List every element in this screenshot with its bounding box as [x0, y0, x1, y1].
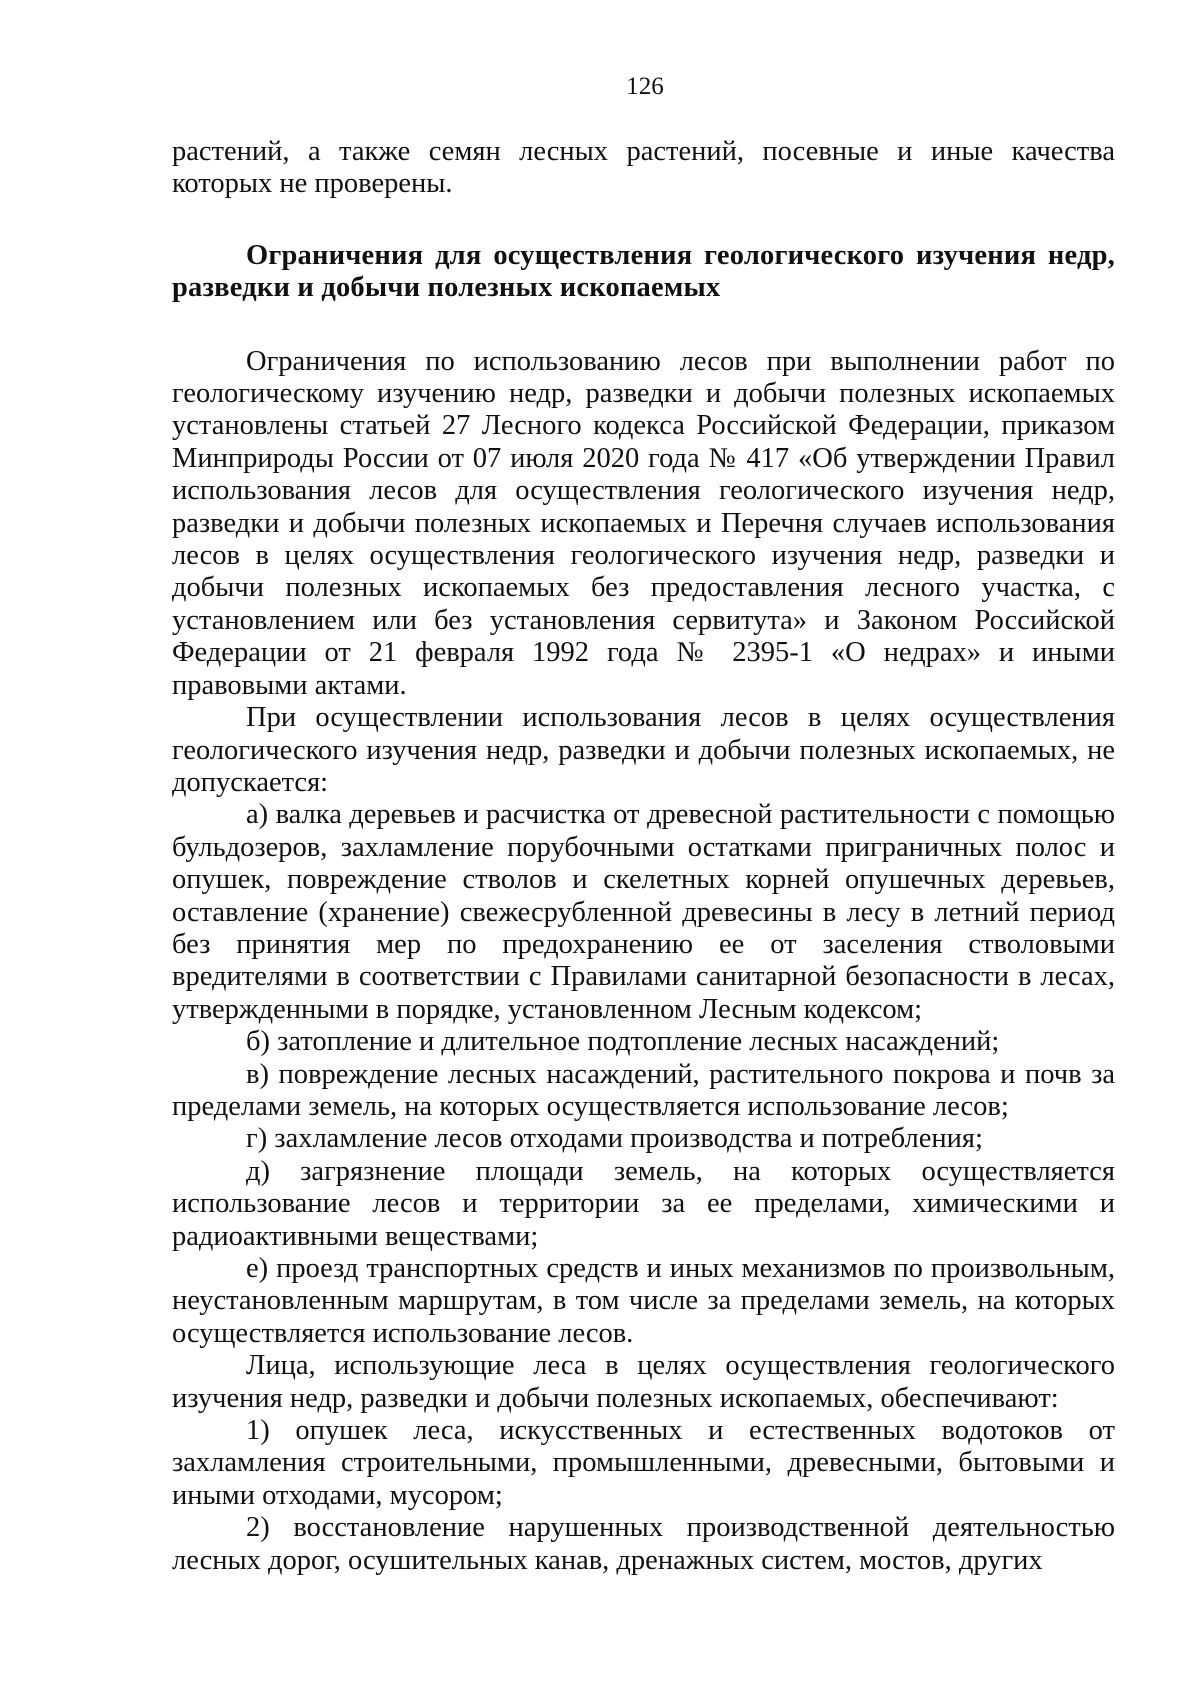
- list-item-1: 1) опушек леса, искусственных и естественных водотоков от захламления строительными, промышленными, древесными, бытовыми и иными отходами, мусором;: [172, 1415, 1115, 1511]
- paragraph-legal-basis: Ограничения по использованию лесов при выполнении работ по геологическому изучению недр, разведки и добычи полезных ископаемых установлены статьей 27 Лесного кодекса Российской Федерации, приказом Минприроды России от 07 июля 2020 года № 417 «Об утверждении Правил использования лесов для осуществления геологического изучения недр, разведки и добычи полезных ископаемых и Перечня случаев использования лесов в целях осуществления геологического изучения недр, разведки и добычи полезных ископаемых без предоставления лесного участка, с установлением или без установления сервитута» и Законом Российской Федерации от 21 февраля 1992 года № 2395-1 «О недрах» и иными правовыми актами.: [172, 345, 1115, 701]
- list-item-g: г) захламление лесов отходами производства и потребления;: [246, 1123, 983, 1155]
- section-heading: Ограничения для осуществления геологического изучения недр, разведки и добычи полезных ископаемых: [172, 239, 1115, 304]
- paragraph-not-allowed-intro: При осуществлении использования лесов в целях осуществления геологического изучения недр, разведки и добычи полезных ископаемых, не допускается:: [172, 702, 1115, 798]
- paragraph-obligations-intro: Лица, использующие леса в целях осуществления геологического изучения недр, разведки и добычи полезных ископаемых, обеспечивают:: [172, 1350, 1115, 1414]
- paragraph-continuation: растений, а также семян лесных растений, посевные и иные качества которых не проверены.: [172, 136, 1115, 200]
- list-item-v: в) повреждение лесных насаждений, растительного покрова и почв за пределами земель, на которых осуществляется использование лесов;: [172, 1058, 1115, 1122]
- list-item-b: б) затопление и длительное подтопление лесных насаждений;: [246, 1026, 1000, 1058]
- page-number: 126: [626, 73, 664, 100]
- list-item-a: а) валка деревьев и расчистка от древесной растительности с помощью бульдозеров, захламление порубочными остатками приграничных полос и опушек, повреждение стволов и скелетных корней опушечных деревьев, оставление (хранение) свежесрубленной древесины в лесу в летний период без принятия мер по предохранению ее от заселения стволовыми вредителями в соответствии с Правилами санитарной безопасности в лесах, утвержденными в порядке, установленном Лесным кодексом;: [172, 799, 1115, 1025]
- list-item-d: д) загрязнение площади земель, на которых осуществляется использование лесов и территории за ее пределами, химическими и радиоактивными веществами;: [172, 1155, 1115, 1252]
- list-item-e: е) проезд транспортных средств и иных механизмов по произвольным, неустановленным маршрутам, в том числе за пределами земель, на которых осуществляется использование лесов.: [172, 1253, 1115, 1349]
- document-body: [172, 136, 1115, 1577]
- list-item-2: 2) восстановление нарушенных производственной деятельностью лесных дорог, осушительных канав, дренажных систем, мостов, других: [172, 1512, 1115, 1576]
